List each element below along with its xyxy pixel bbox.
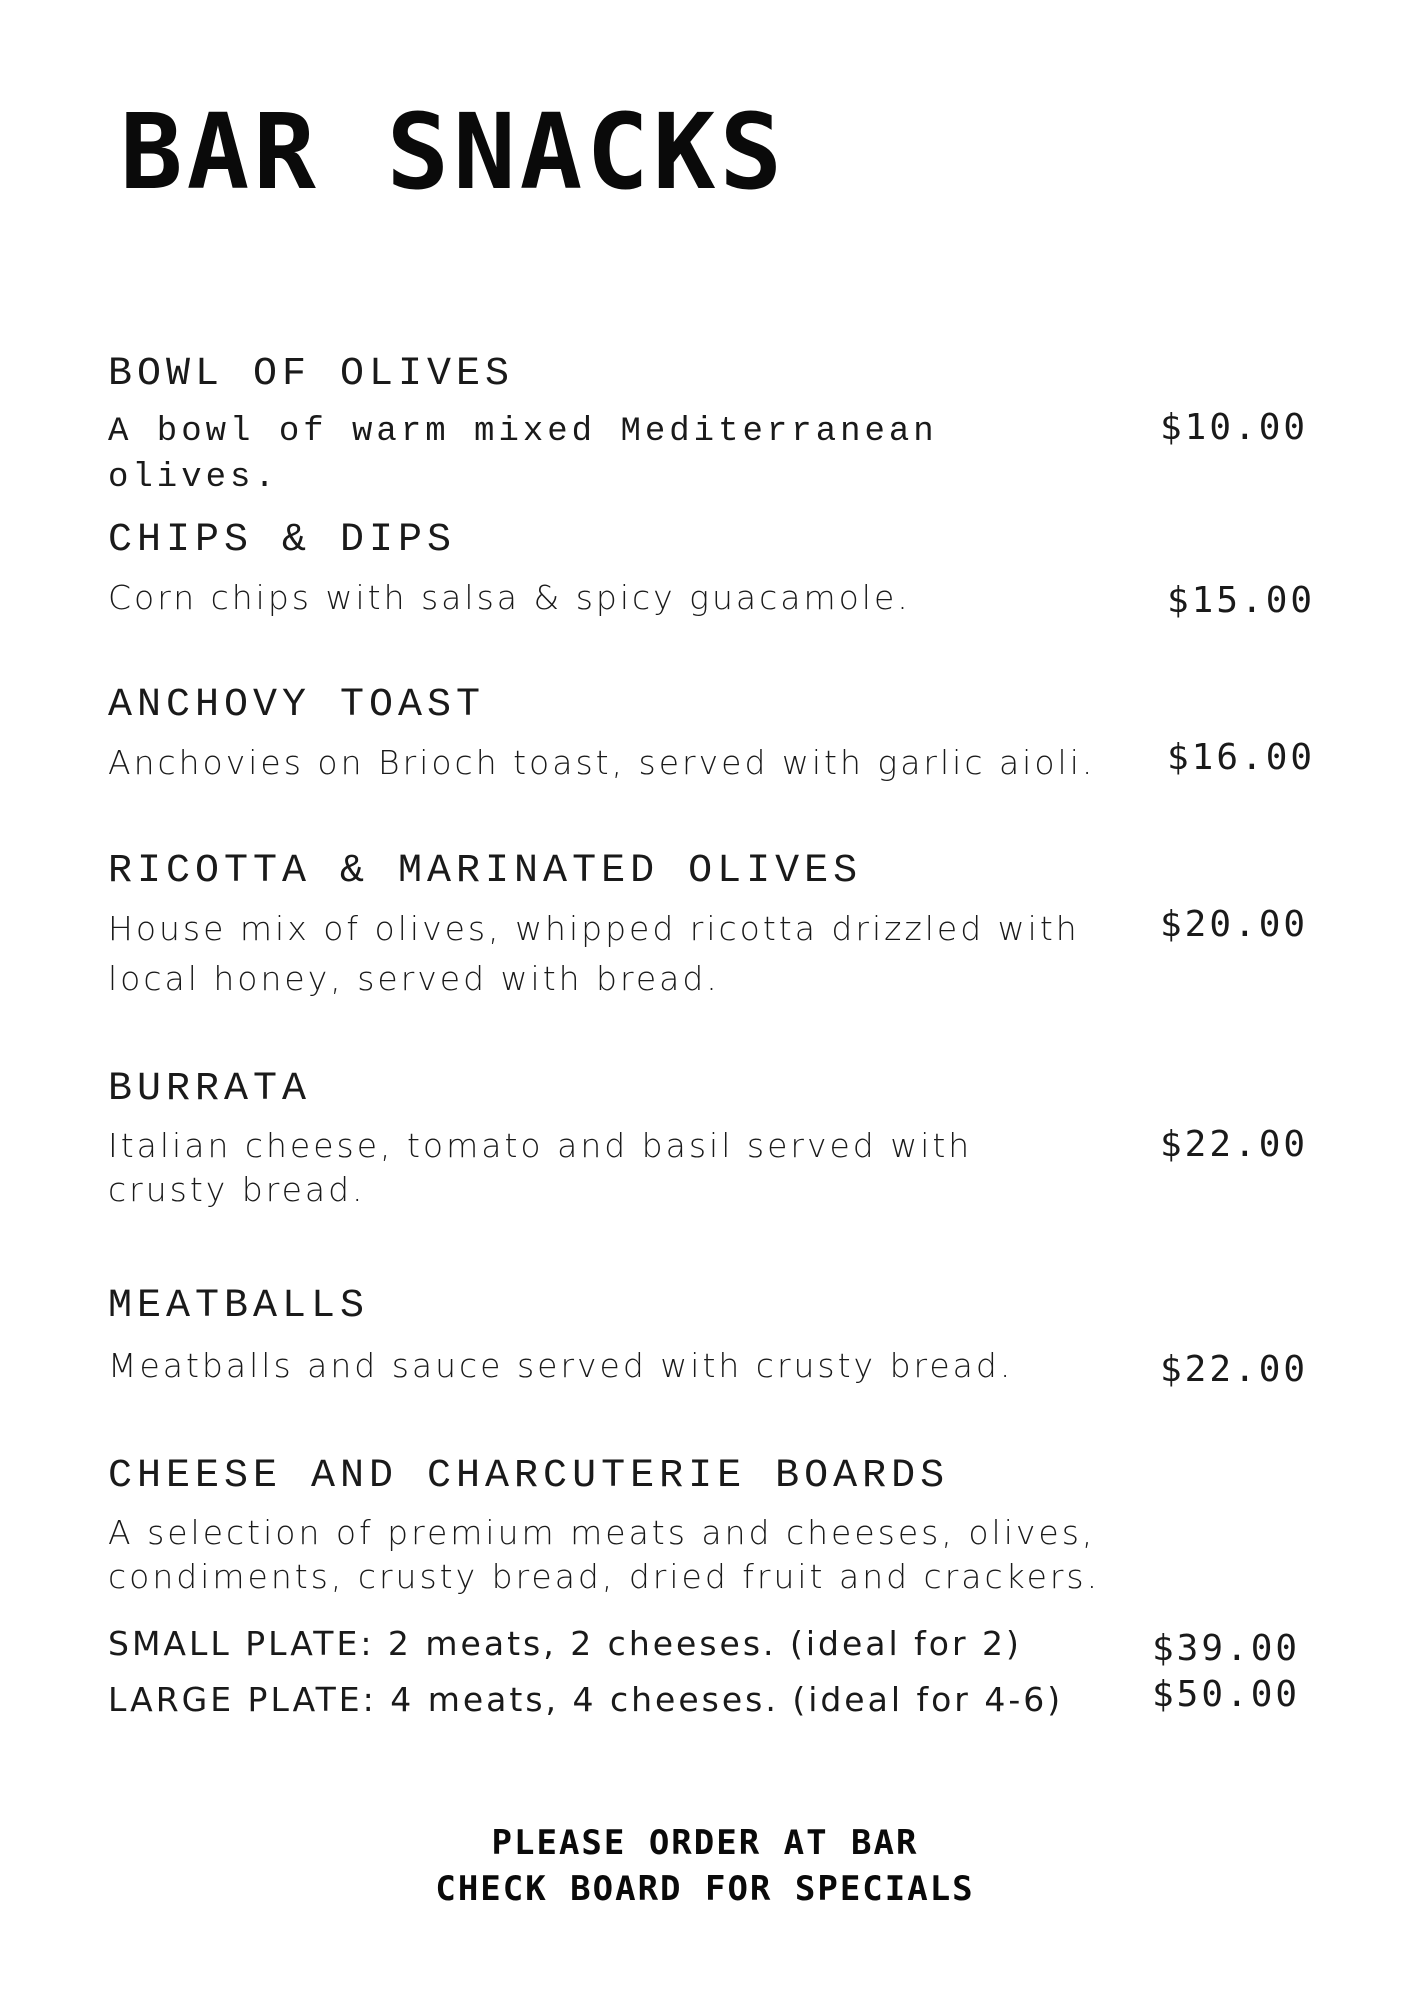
menu-item-burrata bbox=[108, 1067, 1318, 1209]
large-plate-price: $50.00 bbox=[1152, 1674, 1301, 1715]
item-description: A bowl of warm mixed Mediterranean olives. bbox=[108, 413, 938, 497]
item-description: Anchovies on Brioch toast, served with garlic aioli. bbox=[108, 743, 1096, 782]
item-description-line: A selection of premium meats and cheeses, olives, bbox=[108, 1513, 1096, 1552]
item-name: MEATBALLS bbox=[108, 1284, 370, 1329]
item-description bbox=[108, 1124, 1098, 1212]
menu-item-anchovy-toast bbox=[108, 683, 1318, 782]
menu-item-meatballs bbox=[108, 1284, 1318, 1390]
large-plate-option: LARGE PLATE: 4 meats, 4 cheeses. (ideal for 4-6) bbox=[108, 1680, 1064, 1719]
item-name: ANCHOVY TOAST bbox=[108, 683, 486, 728]
item-name: CHIPS & DIPS bbox=[108, 518, 457, 563]
item-description bbox=[108, 1511, 1208, 1599]
item-description: Corn chips with salsa & spicy guacamole. bbox=[108, 578, 911, 617]
item-price: $16.00 bbox=[1167, 737, 1316, 778]
item-price: $22.00 bbox=[1160, 1349, 1309, 1390]
item-name: BURRATA bbox=[108, 1067, 312, 1112]
menu-item-cheese-and-charcuterie-boards bbox=[108, 1454, 1318, 1719]
menu-item-bowl-of-olives bbox=[108, 352, 1318, 497]
specials-notice: CHECK BOARD FOR SPECIALS bbox=[435, 1869, 975, 1909]
footer-notice bbox=[0, 1820, 1410, 1912]
item-description-line: Italian cheese, tomato and basil served with bbox=[108, 1126, 973, 1165]
item-price: $15.00 bbox=[1167, 580, 1316, 621]
item-description-line: House mix of olives, whipped ricotta drizzled with bbox=[108, 909, 1080, 948]
item-description-line: condiments, crusty bread, dried fruit and crackers. bbox=[108, 1557, 1101, 1596]
order-at-bar-notice: PLEASE ORDER AT BAR bbox=[491, 1823, 919, 1863]
menu-item-ricotta-and-marinated-olives bbox=[108, 849, 1318, 998]
menu-title: BAR SNACKS bbox=[120, 91, 787, 213]
item-price: $22.00 bbox=[1160, 1124, 1309, 1165]
item-name: BOWL OF OLIVES bbox=[108, 352, 515, 397]
item-price: $20.00 bbox=[1160, 904, 1309, 945]
item-description bbox=[108, 906, 1098, 1002]
small-plate-option: SMALL PLATE: 2 meats, 2 cheeses. (ideal for 2) bbox=[108, 1624, 1022, 1663]
item-price: $10.00 bbox=[1160, 407, 1309, 448]
item-description: Meatballs and sauce served with crusty bread. bbox=[108, 1346, 1014, 1385]
item-description-line: local honey, served with bread. bbox=[108, 959, 720, 998]
item-name: CHEESE AND CHARCUTERIE BOARDS bbox=[108, 1454, 950, 1499]
menu-item-chips-and-dips bbox=[108, 518, 1318, 621]
small-plate-price: $39.00 bbox=[1152, 1628, 1301, 1669]
item-name: RICOTTA & MARINATED OLIVES bbox=[108, 849, 863, 894]
item-description-line: crusty bread. bbox=[108, 1170, 366, 1209]
